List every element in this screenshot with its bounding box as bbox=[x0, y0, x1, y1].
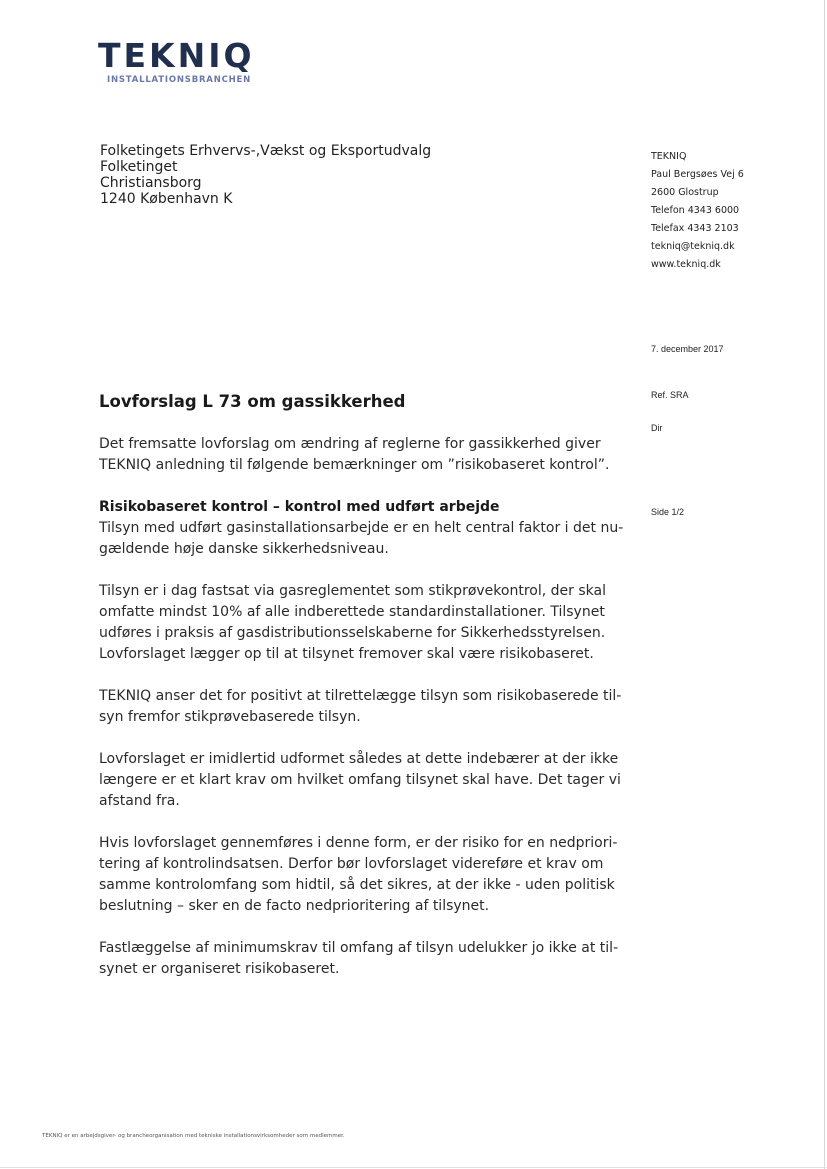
recipient-address bbox=[100, 143, 431, 207]
paragraph-conclusion bbox=[99, 938, 629, 980]
paragraph-line: Det fremsatte lovforslag om ændring af reglerne for gassikkerhed giver bbox=[99, 436, 601, 452]
page-edge-bottom bbox=[0, 1167, 827, 1168]
paragraph-line: længere er et klart krav om hvilket omfang tilsynet skal have. Det tager vi bbox=[99, 772, 621, 788]
section-subheading: Risikobaseret kontrol – kontrol med udført arbejde bbox=[99, 499, 500, 515]
paragraph-line: samme kontrolomfang som hidtil, så det sikres, at der ikke - uden politisk bbox=[99, 877, 615, 893]
paragraph-line: afstand fra. bbox=[99, 793, 180, 809]
paragraph-line: Lovforslaget lægger op til at tilsynet fremover skal være risikobaseret. bbox=[99, 646, 594, 662]
sender-line: 2600 Glostrup bbox=[651, 187, 719, 198]
paragraph-line: tering af kontrolindsatsen. Derfor bør lovforslaget videreføre et krav om bbox=[99, 856, 604, 872]
sender-line: Paul Bergsøes Vej 6 bbox=[651, 169, 744, 180]
paragraph-line: Fastlæggelse af minimumskrav til omfang af tilsyn udelukker jo ikke at til- bbox=[99, 940, 619, 956]
paragraph-line: Hvis lovforslaget gennemføres i denne form, er der risiko for en nedpriori- bbox=[99, 835, 618, 851]
paragraph-current-practice bbox=[99, 581, 629, 665]
paragraph-line: Tilsyn med udført gasinstallationsarbejde er en helt central faktor i det nu- bbox=[99, 520, 624, 536]
tekniq-logo bbox=[98, 38, 298, 86]
reference: Ref. SRA bbox=[651, 390, 689, 400]
paragraph-line: Lovforslaget er imidlertid udformet således at dette indebærer at der ikke bbox=[99, 751, 619, 767]
paragraph-line: udføres i praksis af gasdistributionsselskaberne for Sikkerhedsstyrelsen. bbox=[99, 625, 606, 641]
logo-subtitle: INSTALLATIONSBRANCHEN bbox=[107, 75, 252, 85]
recipient-line: Folketinget bbox=[100, 159, 178, 175]
paragraph-line: Tilsyn er i dag fastsat via gasreglementet som stikprøvekontrol, der skal bbox=[99, 583, 606, 599]
footer-note: TEKNIQ er en arbejdsgiver- og brancheorganisation med tekniske installationsvirksomheder som medlemmer. bbox=[42, 1133, 345, 1139]
recipient-line: Christiansborg bbox=[100, 175, 202, 191]
recipient-line: 1240 København K bbox=[100, 191, 233, 207]
paragraph-line: beslutning – sker en de facto nedprioritering af tilsynet. bbox=[99, 898, 490, 914]
paragraph-objection bbox=[99, 749, 629, 812]
sender-line: TEKNIQ bbox=[651, 151, 687, 162]
page-number: Side 1/2 bbox=[651, 507, 685, 517]
section-risk-control bbox=[99, 497, 629, 560]
paragraph-line: TEKNIQ anledning til følgende bemærkninger om ”risikobaseret kontrol”. bbox=[99, 457, 610, 473]
paragraph-line: syn fremfor stikprøvebaserede tilsyn. bbox=[99, 709, 361, 725]
sender-line: Telefon 4343 6000 bbox=[651, 205, 740, 216]
recipient-line: Folketingets Erhvervs-,Vækst og Eksportudvalg bbox=[100, 143, 432, 159]
letter-date: 7. december 2017 bbox=[651, 344, 724, 354]
paragraph-intro bbox=[99, 434, 629, 476]
sender-email: tekniq@tekniq.dk bbox=[651, 241, 735, 252]
letter-title: Lovforslag L 73 om gassikkerhed bbox=[99, 392, 406, 411]
sender-line: Telefax 4343 2103 bbox=[651, 223, 739, 234]
sender-website: www.tekniq.dk bbox=[651, 259, 721, 270]
paragraph-positive-view bbox=[99, 686, 629, 728]
paragraph-line: gældende høje danske sikkerhedsniveau. bbox=[99, 541, 389, 557]
logo-wordmark: TEKNIQ bbox=[98, 36, 255, 75]
paragraph-risk bbox=[99, 833, 629, 917]
paragraph-line: TEKNIQ anser det for positivt at tilrettelægge tilsyn som risikobaserede til- bbox=[99, 688, 622, 704]
sender-address bbox=[651, 148, 744, 274]
paragraph-line: omfatte mindst 10% af alle indberettede standardinstallationer. Tilsynet bbox=[99, 604, 605, 620]
page-edge-right bbox=[824, 0, 825, 1169]
paragraph-line: synet er organiseret risikobaseret. bbox=[99, 961, 340, 977]
direct-line-label: Dir bbox=[651, 423, 663, 433]
